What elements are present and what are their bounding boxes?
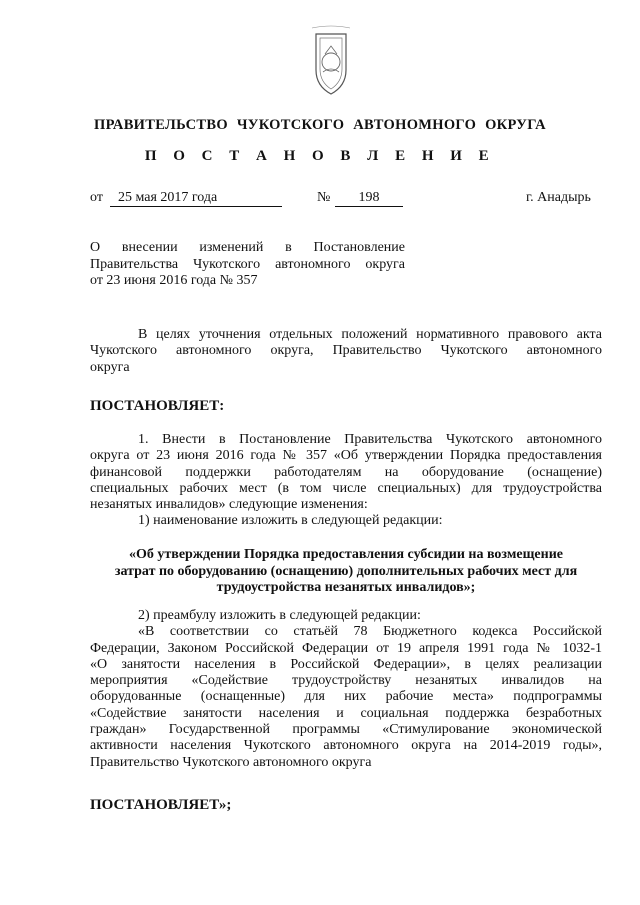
document-meta	[0, 190, 640, 210]
text-line: незанятых инвалидов» следующие изменения:	[90, 497, 368, 513]
government-title: ПРАВИТЕЛЬСТВО ЧУКОТСКОГО АВТОНОМНОГО ОКРУГА	[94, 117, 546, 133]
new-title-quote	[90, 547, 602, 597]
text-line: В целях уточнения отдельных положений нормативного правового акта	[138, 327, 602, 342]
date-prefix: от	[90, 190, 103, 205]
text-line: 1. Внести в Постановление Правительства Чукотского автономного	[138, 432, 602, 447]
subject-line: от 23 июня 2016 года № 357	[90, 273, 258, 288]
text-line: Чукотского автономного округа, Правительство Чукотского автономного	[90, 343, 602, 359]
document-date: 25 мая 2017 года	[110, 190, 282, 207]
document-number: 198	[335, 190, 403, 207]
subject-line: Правительства Чукотского автономного округа	[90, 256, 405, 272]
text-line: оборудованные (оснащенные) для них рабочие места» подпрограммы	[90, 689, 602, 705]
text-line: мероприятия «Содействие трудоустройству незанятых инвалидов на	[90, 673, 602, 689]
text-line: Федерации, Законом Российской Федерации от 19 апреля 1991 года № 1032-1	[90, 640, 602, 656]
resolves-heading: ПОСТАНОВЛЯЕТ:	[90, 398, 225, 414]
date-field	[110, 190, 282, 207]
text-line: «В соответствии со статьёй 78 Бюджетного кодекса Российской	[138, 624, 602, 640]
item-1-2: 2) преамбулу изложить в следующей редакции:	[138, 608, 421, 623]
item-1-paragraph	[90, 432, 602, 530]
item-1-1: 1) наименование изложить в следующей редакции:	[138, 513, 443, 529]
intro-paragraph	[90, 327, 602, 376]
text-line: округа от 23 июня 2016 года № 357 «Об утверждении Порядка предоставления	[90, 448, 602, 464]
text-line: финансовой поддержки работодателям на оборудование (оснащение)	[90, 464, 602, 480]
text-line: граждан» Государственной программы «Стимулирование экономической	[90, 722, 602, 738]
text-line: трудоустройства незанятых инвалидов»;	[216, 580, 476, 595]
text-line: специальных рабочих мест (в том числе специальных) для трудоустройства	[90, 480, 602, 496]
number-prefix: №	[317, 190, 331, 205]
subject-line: О внесении изменений в Постановление	[90, 240, 405, 255]
document-type: П О С Т А Н О В Л Е Н И Е	[144, 148, 496, 164]
city: г. Анадырь	[526, 190, 591, 205]
text-line: «О занятости населения в Российской Федерации», в целях реализации	[90, 656, 602, 672]
text-line: «Содействие занятости населения и социальная поддержка безработных	[90, 705, 602, 721]
coat-of-arms-icon	[308, 24, 354, 104]
document-subject	[90, 240, 405, 290]
text-line: округа	[90, 359, 130, 375]
text-line: затрат по оборудованию (оснащению) дополнительных рабочих мест для	[114, 563, 578, 579]
final-resolves-heading: ПОСТАНОВЛЯЕТ»;	[90, 797, 232, 813]
text-line: «Об утверждении Порядка предоставления субсидии на возмещение	[129, 547, 563, 562]
item-1-2-paragraph	[90, 608, 602, 771]
text-line: Правительство Чукотского автономного округа	[90, 754, 372, 770]
text-line: активности населения Чукотского автономного округа на 2014-2019 годы»,	[90, 738, 602, 754]
